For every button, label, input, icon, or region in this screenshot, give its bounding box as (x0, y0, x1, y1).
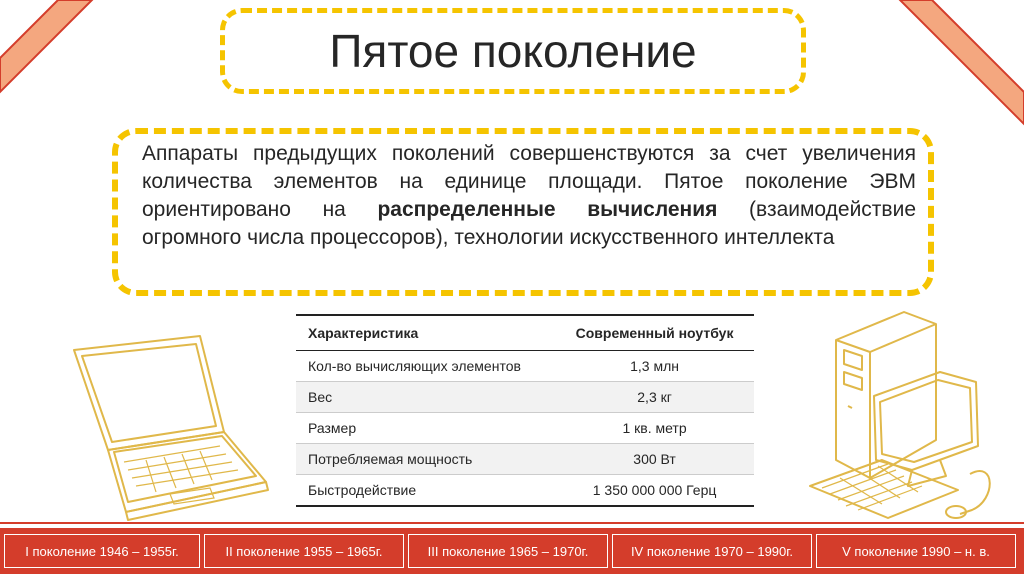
description-paragraph (142, 140, 916, 252)
laptop-illustration (60, 326, 272, 522)
paragraph-text-2: (взаимодействие огромного числа процессоров), технологии искусственного интеллекта (142, 198, 916, 249)
nav-divider (0, 522, 1024, 524)
header-laptop: Современный ноутбук (555, 315, 754, 351)
table-row (296, 444, 754, 475)
row-characteristic: Размер (296, 413, 555, 444)
nav-button-gen-3[interactable]: III поколение 1965 – 1970г. (408, 534, 608, 568)
row-value: 300 Вт (555, 444, 754, 475)
row-characteristic: Кол-во вычисляющих элементов (296, 351, 555, 382)
row-value: 1 350 000 000 Герц (555, 475, 754, 507)
table-row (296, 351, 754, 382)
nav-button-gen-2[interactable]: II поколение 1955 – 1965г. (204, 534, 404, 568)
header-characteristic: Характеристика (296, 315, 555, 351)
row-characteristic: Быстродействие (296, 475, 555, 507)
row-characteristic: Потребляемая мощность (296, 444, 555, 475)
table-row (296, 382, 754, 413)
nav-button-gen-4[interactable]: IV поколение 1970 – 1990г. (612, 534, 812, 568)
row-characteristic: Вес (296, 382, 555, 413)
table-header-row (296, 315, 754, 351)
nav-button-gen-5[interactable]: V поколение 1990 – н. в. (816, 534, 1016, 568)
table-row (296, 413, 754, 444)
page-title: Пятое поколение (329, 25, 697, 77)
corner-right-ribbon (900, 0, 1024, 124)
corner-left-ribbon (0, 0, 92, 92)
row-value: 1 кв. метр (555, 413, 754, 444)
table-row (296, 475, 754, 507)
desktop-pc-illustration (800, 310, 1016, 522)
nav-button-gen-1[interactable]: I поколение 1946 – 1955г. (4, 534, 200, 568)
row-value: 1,3 млн (555, 351, 754, 382)
paragraph-text-1: Аппараты предыдущих поколений совершенствуются за счет увеличения количества элементов на единице площади. Пятое поколение ЭВМ ориентировано на (142, 142, 916, 221)
row-value: 2,3 кг (555, 382, 754, 413)
generation-nav-bar (0, 528, 1024, 574)
specs-table (296, 314, 754, 507)
paragraph-bold-term: распределенные вычисления (377, 198, 718, 221)
